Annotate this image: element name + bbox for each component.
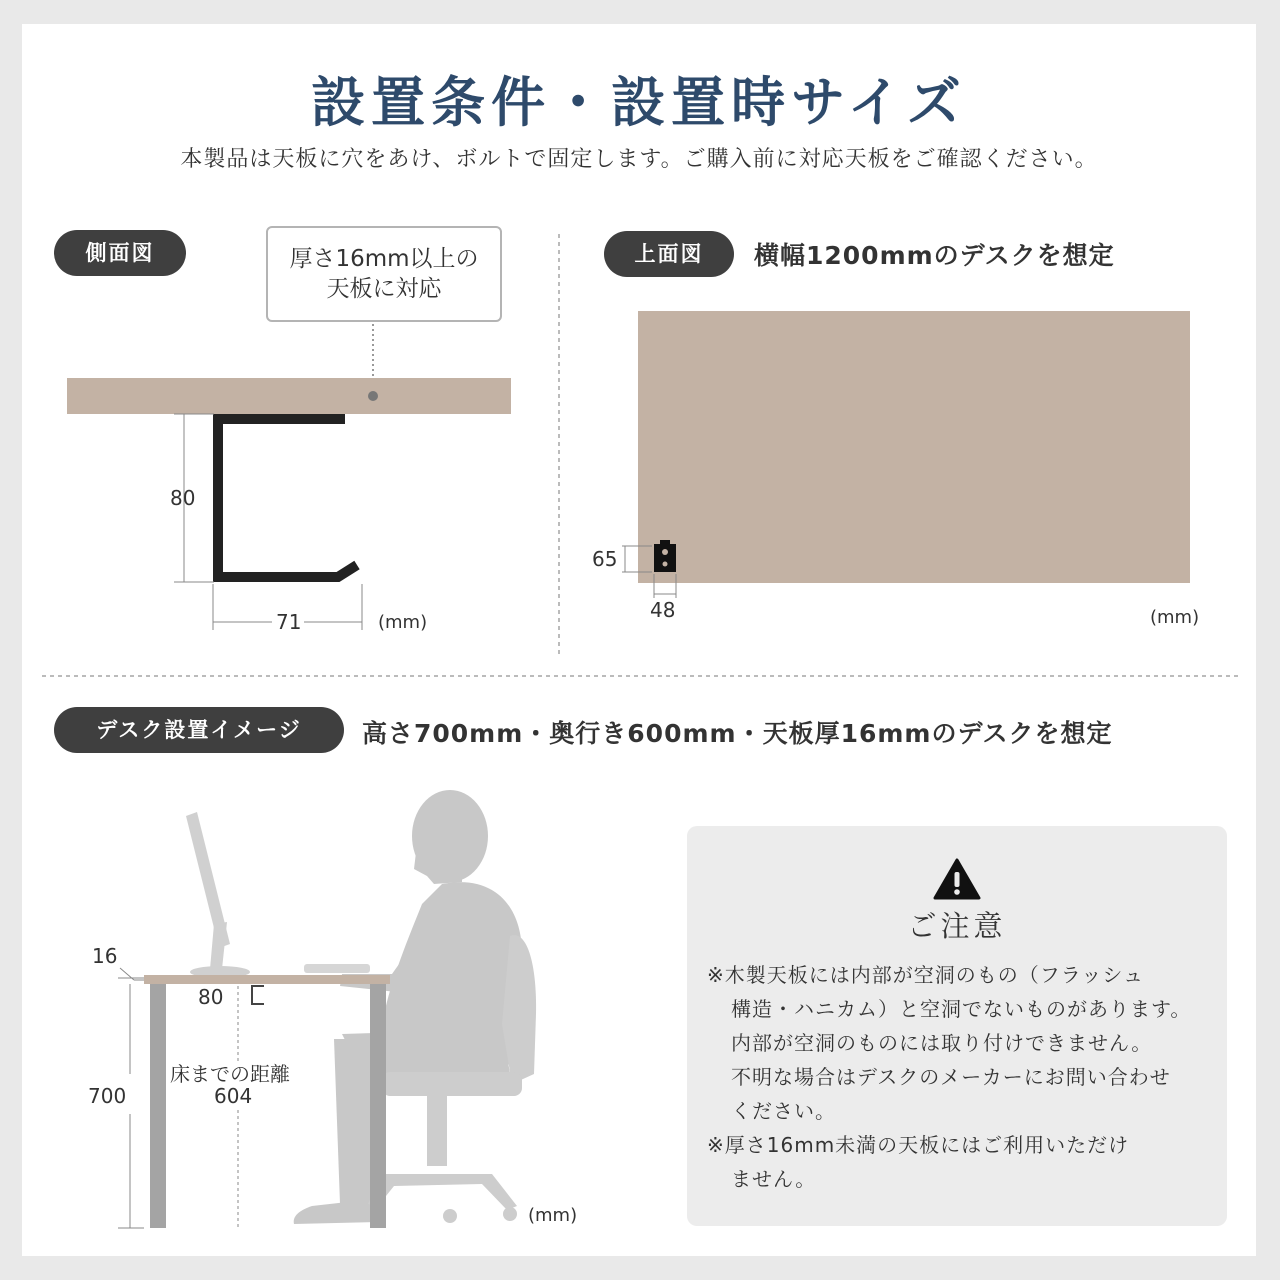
side-view-label: 側面図 — [54, 230, 186, 276]
desk-image-heading: 高さ700mm・奥行き600mm・天板厚16mmのデスクを想定 — [362, 719, 1113, 748]
caution-line: 不明な場合はデスクのメーカーにお問い合わせ — [731, 1065, 1171, 1089]
desk-leg-right — [370, 984, 386, 1228]
side-dim-height: 80 — [170, 486, 196, 510]
image-clamp — [252, 986, 264, 1004]
thickness-note-line2: 天板に対応 — [326, 276, 442, 302]
leader-dot — [368, 391, 378, 401]
top-unit: (mm) — [1150, 607, 1200, 628]
caution-line: ※木製天板には内部が空洞のもの（フラッシュ — [707, 963, 1144, 987]
person-silhouette — [294, 790, 522, 1224]
side-unit: (mm) — [378, 612, 428, 633]
floor-distance-label: 床までの距離 — [170, 1062, 290, 1086]
caution-line: 内部が空洞のものには取り付けできません。 — [731, 1031, 1153, 1055]
desk-image-unit: (mm) — [528, 1205, 578, 1226]
top-dim-width: 48 — [650, 598, 676, 622]
monitor-silhouette — [186, 812, 250, 978]
side-dim-width: 71 — [276, 610, 302, 634]
thickness-note-line1: 厚さ16mm以上の — [289, 246, 479, 272]
caution-title: ご注意 — [907, 909, 1007, 943]
caution-line: ません。 — [731, 1167, 817, 1191]
top-clamp-shape — [654, 540, 676, 572]
top-dim-height: 65 — [592, 547, 618, 571]
caution-line: 構造・ハニカム）と空洞でないものがあります。 — [731, 997, 1192, 1021]
warning-icon — [933, 858, 981, 902]
page-title: 設置条件・設置時サイズ — [311, 71, 967, 134]
caution-text — [707, 958, 1217, 1196]
floor-distance-value: 604 — [214, 1084, 253, 1108]
top-view-heading: 横幅1200mmのデスクを想定 — [754, 241, 1115, 270]
top-view-label: 上面図 — [604, 231, 734, 277]
bracket-shape — [218, 419, 357, 577]
top-desk-surface — [638, 311, 1190, 583]
image-desk-top — [144, 975, 390, 984]
desk-image-label: デスク設置イメージ — [54, 707, 344, 753]
desk-leg-left — [150, 984, 166, 1228]
caution-line: ください。 — [731, 1099, 836, 1123]
page — [22, 24, 1256, 1256]
keyboard-shape — [304, 964, 370, 973]
caution-panel — [687, 826, 1227, 1226]
page-subtitle: 本製品は天板に穴をあけ、ボルトで固定します。ご購入前に対応天板をご確認ください。 — [180, 147, 1098, 172]
dim-thickness: 16 — [92, 944, 118, 968]
dim-clamp: 80 — [198, 985, 224, 1009]
dim-desk-height: 700 — [88, 1084, 127, 1108]
side-desk-top — [67, 378, 511, 414]
caution-line: ※厚さ16mm未満の天板にはご利用いただけ — [707, 1133, 1130, 1157]
